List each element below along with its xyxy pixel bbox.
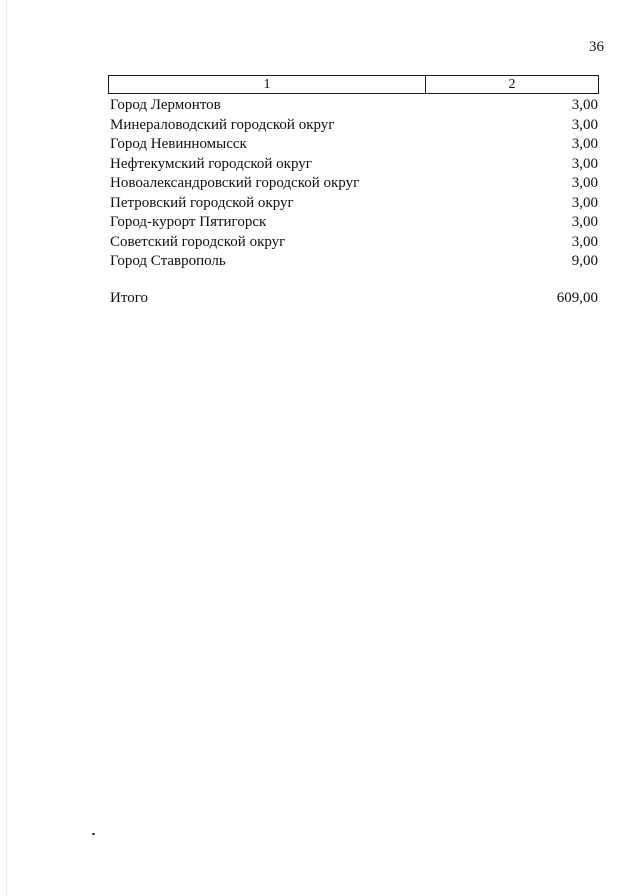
table-row xyxy=(110,213,598,233)
row-value: 3,00 xyxy=(571,214,598,230)
row-name: Нефтекумский городской округ xyxy=(110,155,312,172)
table-row xyxy=(110,96,598,116)
page-edge-line xyxy=(6,0,7,896)
row-name: Петровский городской округ xyxy=(110,194,294,211)
column-header-2: 2 xyxy=(508,77,516,92)
row-name: Минераловодский городской округ xyxy=(110,116,335,133)
table-header xyxy=(108,75,599,94)
page-number: 36 xyxy=(589,39,604,55)
total-row xyxy=(110,289,598,308)
row-value: 3,00 xyxy=(571,233,598,250)
row-value: 9,00 xyxy=(571,253,598,269)
row-value: 3,00 xyxy=(571,194,598,211)
row-value: 3,00 xyxy=(571,155,598,172)
row-name: Новоалександровский городской округ xyxy=(110,175,360,191)
total-value: 609,00 xyxy=(556,290,598,306)
table-row xyxy=(110,116,598,136)
table-row xyxy=(110,155,598,175)
table-row xyxy=(110,233,598,253)
table-body xyxy=(110,96,598,272)
table-row xyxy=(110,135,598,155)
table-row xyxy=(110,174,598,194)
row-value: 3,00 xyxy=(571,175,598,191)
row-value: 3,00 xyxy=(571,97,598,113)
row-value: 3,00 xyxy=(571,116,598,133)
row-name: Советский городской округ xyxy=(110,233,286,250)
row-name: Город Ставрополь xyxy=(110,253,226,269)
row-name: Город Невинномысск xyxy=(110,136,247,152)
row-name: Город-курорт Пятигорск xyxy=(110,214,267,230)
column-header-1: 1 xyxy=(109,76,426,93)
row-name: Город Лермонтов xyxy=(110,97,221,113)
row-value: 3,00 xyxy=(571,136,598,152)
table-row xyxy=(110,252,598,272)
total-label: Итого xyxy=(110,290,148,306)
table-row xyxy=(110,194,598,214)
scan-speck xyxy=(92,833,95,835)
